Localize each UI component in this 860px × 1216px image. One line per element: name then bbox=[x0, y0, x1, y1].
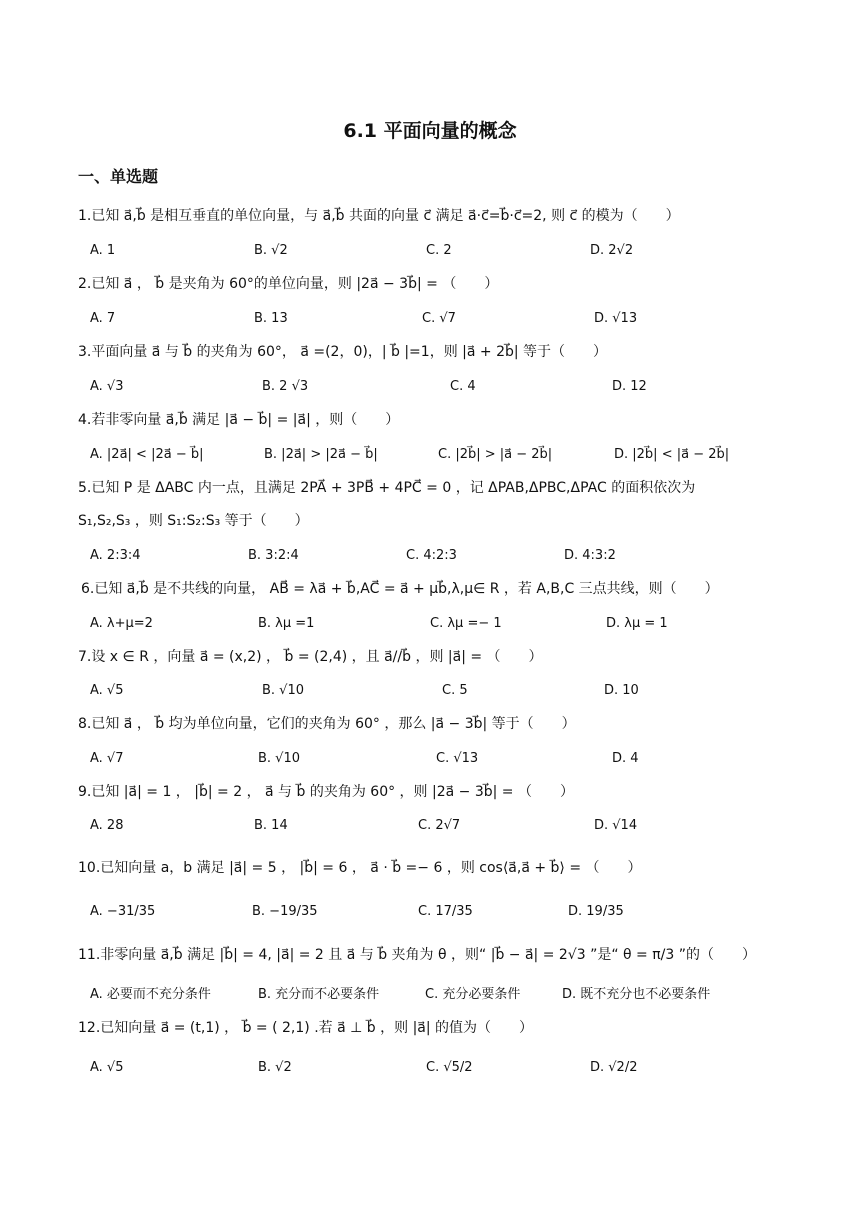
q2-option-c: C. √7 bbox=[422, 311, 456, 326]
question-6: 6.已知 a⃗,b⃗ 是不共线的向量， AB⃗ = λa⃗ + b⃗,AC⃗ = a⃗ + μb⃗,λ,μ∈ R ，若 A,B,C 三点共线，则（ ） bbox=[81, 581, 719, 597]
q9-option-a: A. 28 bbox=[90, 818, 124, 833]
q6-option-a: A. λ+μ=2 bbox=[90, 616, 153, 631]
q8-option-a: A. √7 bbox=[90, 751, 124, 766]
q3-option-b: B. 2 √3 bbox=[262, 379, 309, 394]
q5-option-a: A. 2:3:4 bbox=[90, 548, 141, 563]
question-12: 12.已知向量 a⃗ = (t,1) ， b⃗ = ( 2,1) .若 a⃗ ⊥ b⃗ ，则 |a⃗| 的值为（ ） bbox=[78, 1020, 534, 1036]
q8-option-d: D. 4 bbox=[612, 751, 639, 766]
q11-option-b: B. 充分而不必要条件 bbox=[258, 987, 380, 1002]
q6-option-d: D. λμ = 1 bbox=[606, 616, 668, 631]
q5-option-d: D. 4:3:2 bbox=[564, 548, 616, 563]
q4-option-a: A. |2a⃗| < |2a⃗ − b⃗| bbox=[90, 447, 204, 462]
q5-option-b: B. 3:2:4 bbox=[248, 548, 299, 563]
q10-option-a: A. −31/35 bbox=[90, 904, 156, 919]
q6-option-c: C. λμ =− 1 bbox=[430, 616, 502, 631]
question-3: 3.平面向量 a⃗ 与 b⃗ 的夹角为 60°， a⃗ =(2，0)，| b⃗ |=1，则 |a⃗ + 2b⃗| 等于（ ） bbox=[78, 344, 608, 360]
q4-option-d: D. |2b⃗| < |a⃗ − 2b⃗| bbox=[614, 447, 730, 462]
q11-option-c: C. 充分必要条件 bbox=[425, 987, 521, 1002]
question-2: 2.已知 a⃗ ， b⃗ 是夹角为 60°的单位向量，则 |2a⃗ − 3b⃗| = （ ） bbox=[78, 276, 499, 292]
q10-option-b: B. −19/35 bbox=[252, 904, 318, 919]
q1-option-d: D. 2√2 bbox=[590, 243, 634, 258]
q11-option-d: D. 既不充分也不必要条件 bbox=[562, 987, 711, 1002]
q10-option-d: D. 19/35 bbox=[568, 904, 624, 919]
q11-option-a: A. 必要而不充分条件 bbox=[90, 987, 211, 1002]
question-4: 4.若非零向量 a⃗,b⃗ 满足 |a⃗ − b⃗| = |a⃗| ，则（ ） bbox=[78, 412, 400, 428]
q1-option-c: C. 2 bbox=[426, 243, 452, 258]
q1-option-a: A. 1 bbox=[90, 243, 116, 258]
q12-option-c: C. √5/2 bbox=[426, 1060, 473, 1075]
q9-option-b: B. 14 bbox=[254, 818, 288, 833]
q8-option-c: C. √13 bbox=[436, 751, 479, 766]
question-11: 11.非零向量 a⃗,b⃗ 满足 |b⃗| = 4, |a⃗| = 2 且 a⃗ 与 b⃗ 夹角为 θ ，则“ |b⃗ − a⃗| = 2√3 ”是“ θ = π/3 ”的（ ） bbox=[78, 947, 756, 963]
q12-option-a: A. √5 bbox=[90, 1060, 124, 1075]
section-heading: 一、单选题 bbox=[78, 167, 159, 186]
q2-option-a: A. 7 bbox=[90, 311, 116, 326]
q1-option-b: B. √2 bbox=[254, 243, 288, 258]
q2-option-d: D. √13 bbox=[594, 311, 638, 326]
question-7: 7.设 x ∈ R ，向量 a⃗ = (x,2) ， b⃗ = (2,4) ，且 a⃗//b⃗ ，则 |a⃗| = （ ） bbox=[78, 649, 543, 665]
question-5-continued: S₁,S₂,S₃ ，则 S₁:S₂:S₃ 等于（ ） bbox=[78, 513, 309, 529]
page-title: 6.1 平面向量的概念 bbox=[343, 120, 517, 142]
q3-option-c: C. 4 bbox=[450, 379, 476, 394]
q5-option-c: C. 4:2:3 bbox=[406, 548, 457, 563]
q3-option-a: A. √3 bbox=[90, 379, 124, 394]
q7-option-d: D. 10 bbox=[604, 683, 639, 698]
question-8: 8.已知 a⃗ ， b⃗ 均为单位向量，它们的夹角为 60° ，那么 |a⃗ − 3b⃗| 等于（ ） bbox=[78, 716, 576, 732]
q6-option-b: B. λμ =1 bbox=[258, 616, 315, 631]
q4-option-b: B. |2a⃗| > |2a⃗ − b⃗| bbox=[264, 447, 378, 462]
question-1: 1.已知 a⃗,b⃗ 是相互垂直的单位向量，与 a⃗,b⃗ 共面的向量 c⃗ 满足 a⃗·c⃗=b⃗·c⃗=2, 则 c⃗ 的模为（ ） bbox=[78, 208, 680, 224]
q4-option-c: C. |2b⃗| > |a⃗ − 2b⃗| bbox=[438, 447, 553, 462]
q7-option-c: C. 5 bbox=[442, 683, 468, 698]
q9-option-c: C. 2√7 bbox=[418, 818, 461, 833]
question-9: 9.已知 |a⃗| = 1 ， |b⃗| = 2 ， a⃗ 与 b⃗ 的夹角为 60° ，则 |2a⃗ − 3b⃗| = （ ） bbox=[78, 784, 574, 800]
q3-option-d: D. 12 bbox=[612, 379, 647, 394]
q7-option-b: B. √10 bbox=[262, 683, 305, 698]
q8-option-b: B. √10 bbox=[258, 751, 301, 766]
q9-option-d: D. √14 bbox=[594, 818, 638, 833]
q7-option-a: A. √5 bbox=[90, 683, 124, 698]
q10-option-c: C. 17/35 bbox=[418, 904, 473, 919]
q12-option-d: D. √2/2 bbox=[590, 1060, 638, 1075]
question-5: 5.已知 P 是 ΔABC 内一点，且满足 2PA⃗ + 3PB⃗ + 4PC⃗ = 0 ，记 ΔPAB,ΔPBC,ΔPAC 的面积依次为 bbox=[78, 480, 696, 496]
q12-option-b: B. √2 bbox=[258, 1060, 292, 1075]
q2-option-b: B. 13 bbox=[254, 311, 288, 326]
question-10: 10.已知向量 a，b 满足 |a⃗| = 5 ， |b⃗| = 6 ， a⃗ · b⃗ =− 6 ，则 cos⟨a⃗,a⃗ + b⃗⟩ = （ ） bbox=[78, 860, 642, 876]
